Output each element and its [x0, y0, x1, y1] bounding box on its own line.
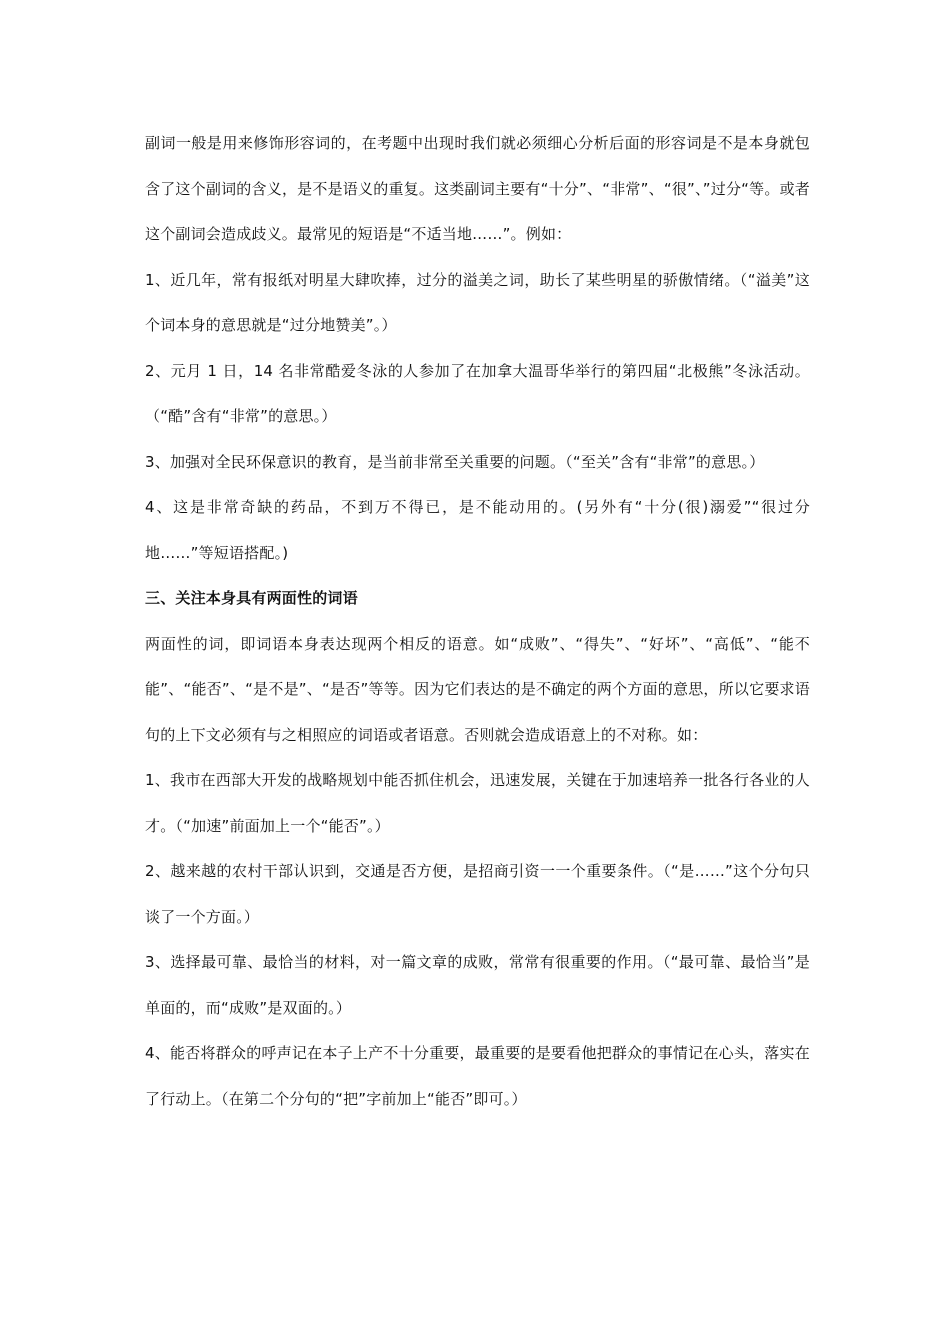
example-paragraph: 4、这是非常奇缺的药品，不到万不得已，是不能动用的。(另外有“十分(很)溺爱”“很过分地……”等短语搭配。) — [145, 498, 810, 562]
example-paragraph: 1、我市在西部大开发的战略规划中能否抓住机会，迅速发展，关键在于加速培养一批各行各业的人才。（“加速”前面加上一个“能否”。） — [145, 771, 810, 835]
example-paragraph: 1、近几年，常有报纸对明星大肆吹捧，过分的溢美之词，助长了某些明星的骄傲情绪。（“溢美”这个词本身的意思就是“过分地赞美”。） — [145, 270, 810, 334]
example-paragraph: 3、选择最可靠、最恰当的材料，对一篇文章的成败，常常有很重要的作用。（“最可靠、最恰当”是单面的，而“成败”是双面的。） — [145, 953, 810, 1017]
example-paragraph: 2、越来越的农村干部认识到，交通是否方便，是招商引资一一个重要条件。（“是……”这个分句只谈了一个方面。） — [145, 862, 810, 926]
section-heading: 三、关注本身具有两面性的词语 — [145, 589, 358, 607]
body-paragraph: 副词一般是用来修饰形容词的，在考题中出现时我们就必须细心分析后面的形容词是不是本身就包含了这个副词的含义，是不是语义的重复。这类副词主要有“十分”、“非常”、“很”、”过分“等。或者这个副词会造成歧义。最常见的短语是“不适当地……”。例如： — [145, 134, 810, 243]
body-paragraph: 两面性的词，即词语本身表达现两个相反的语意。如“成败”、“得失”、“好坏”、“高低”、“能不能”、“能否”、“是不是”、“是否”等等。因为它们表达的是不确定的两个方面的意思，所以它要求语句的上下文必须有与之相照应的词语或者语意。否则就会造成语意上的不对称。如： — [145, 634, 810, 744]
example-paragraph: 4、能否将群众的呼声记在本子上产不十分重要，最重要的是要看他把群众的事情记在心头，落实在了行动上。（在第二个分句的“把”字前加上“能否”即可。） — [145, 1044, 810, 1108]
example-paragraph: 2、元月 1 日，14 名非常酷爱冬泳的人参加了在加拿大温哥华举行的第四届“北极熊”冬泳活动。（“酷”含有“非常”的意思。） — [145, 361, 810, 425]
document-body — [145, 121, 810, 1122]
example-paragraph: 3、加强对全民环保意识的教育，是当前非常至关重要的问题。（“至关”含有“非常”的意思。） — [145, 452, 765, 471]
